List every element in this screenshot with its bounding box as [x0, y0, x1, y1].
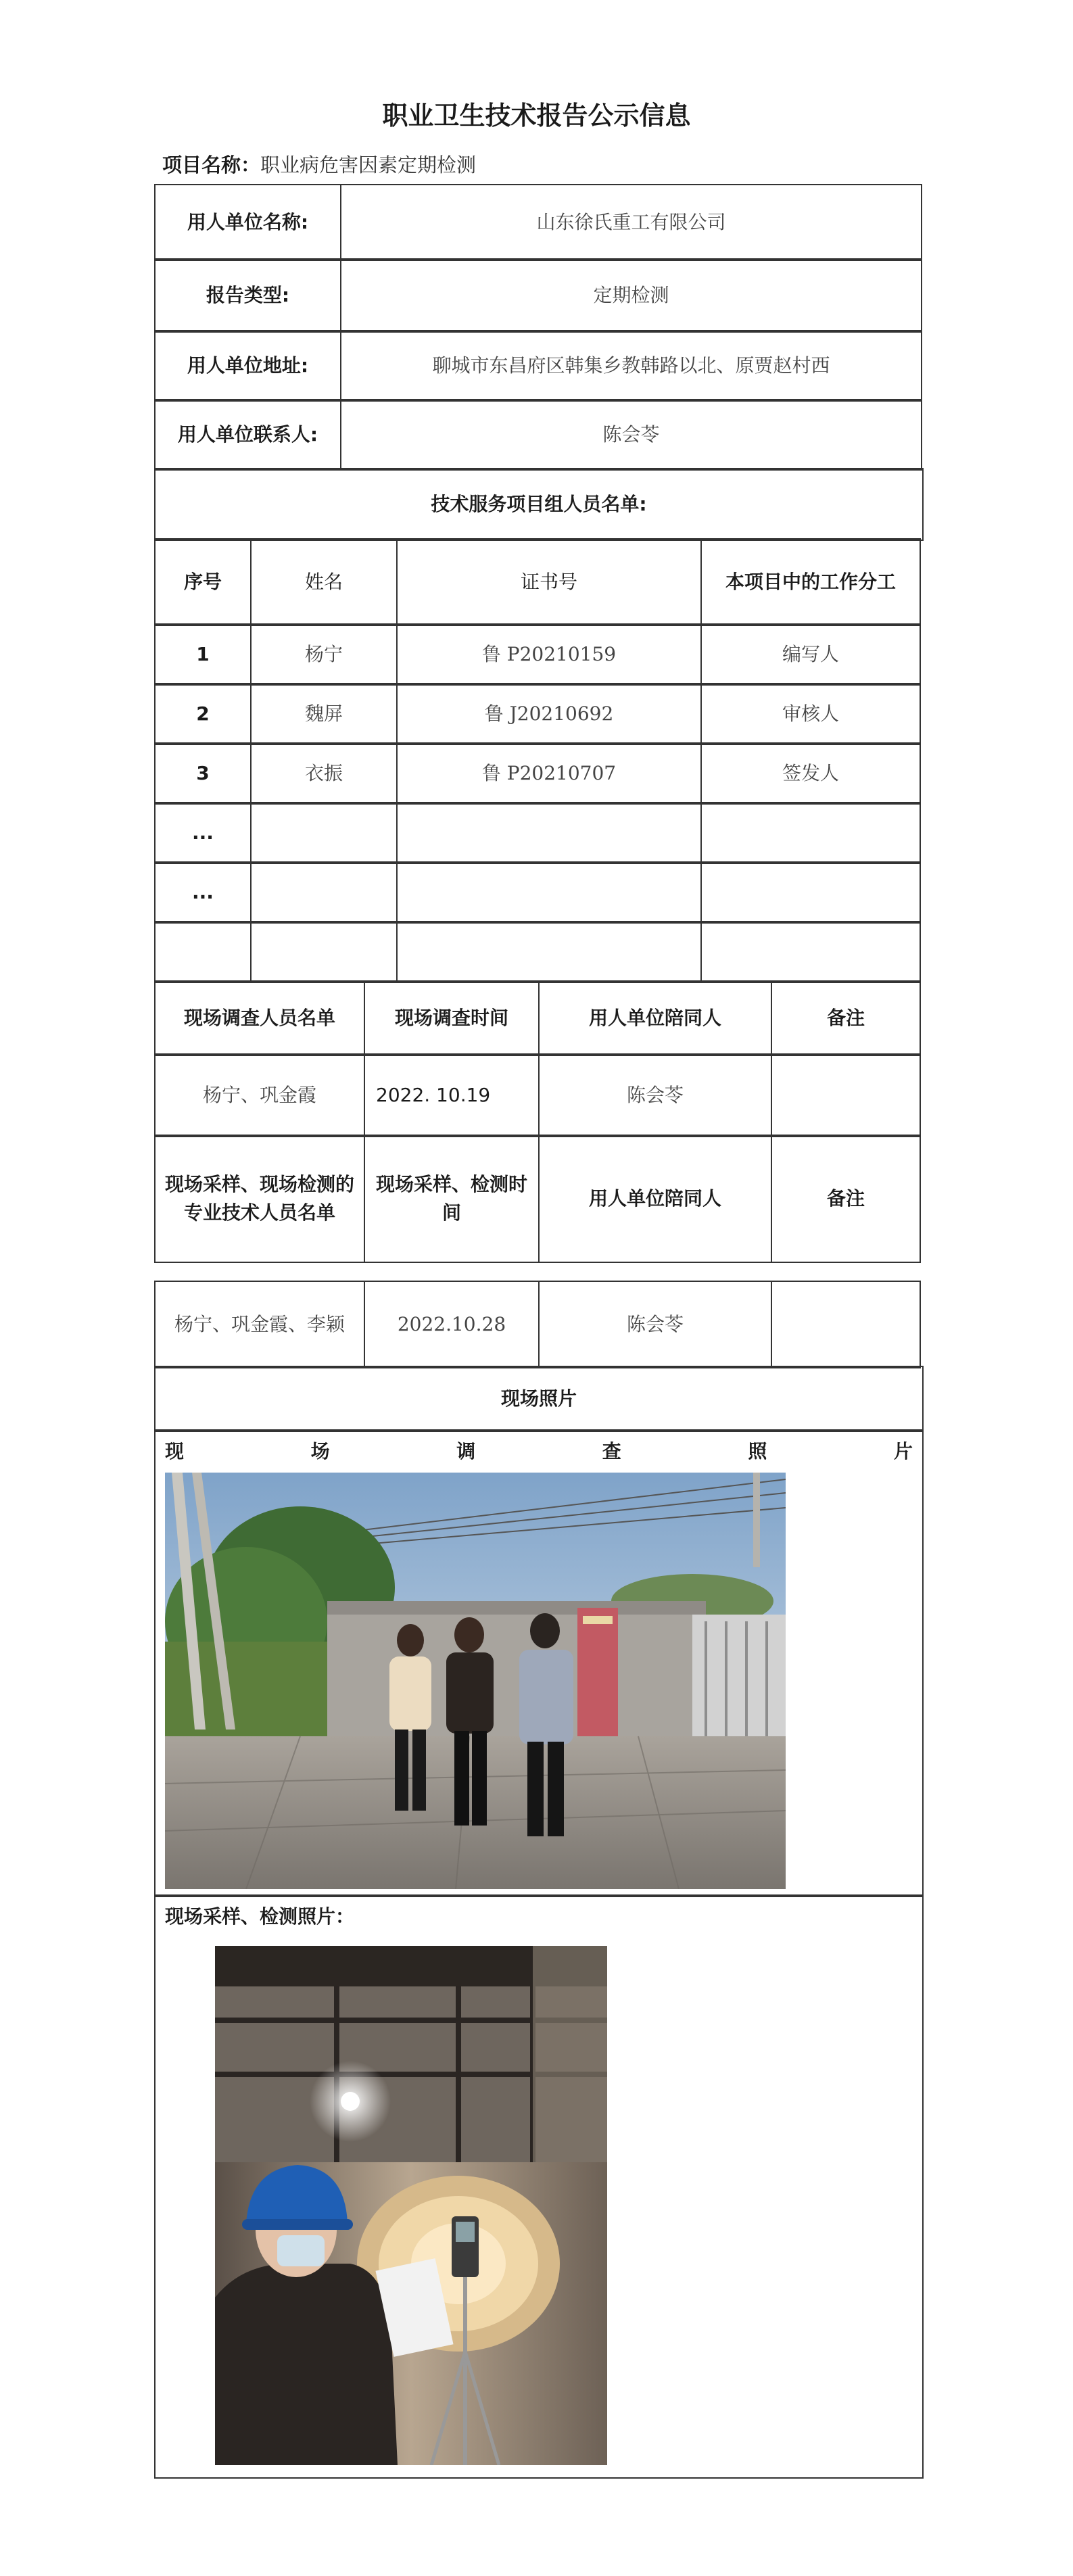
team-cell-index: 3 [154, 742, 252, 805]
team-cell-name: 魏屏 [250, 683, 398, 745]
team-header-row [154, 538, 922, 625]
team-cell-cert [396, 921, 702, 983]
site-survey-photo [165, 1473, 786, 1889]
team-cell-role: 编写人 [700, 623, 921, 686]
sampling-col-escort: 用人单位陪同人 [538, 1135, 772, 1263]
page-title: 职业卫生技术报告公示信息 [382, 101, 691, 130]
team-cell-index: ... [154, 802, 252, 864]
team-cell-name [250, 861, 398, 924]
sampling-photo-cell [154, 1894, 924, 2479]
sampling-photo-section [154, 1894, 922, 2477]
team-cell-index: ... [154, 861, 252, 924]
sampling-time: 2022.10.28 [364, 1281, 540, 1368]
team-cell-cert [396, 802, 702, 864]
info-row-report-type [154, 258, 922, 331]
team-row [154, 802, 922, 863]
team-row [154, 742, 922, 803]
survey-photo-section [154, 1429, 922, 1896]
team-cell-role [700, 861, 921, 924]
unit-name-label: 用人单位名称: [154, 184, 341, 261]
sampling-note [771, 1281, 921, 1368]
team-row [154, 861, 922, 922]
survey-staff: 杨宁、巩金霞 [154, 1053, 365, 1137]
info-row-address [154, 330, 922, 400]
col-index: 序号 [154, 538, 252, 626]
survey-time: 2022. 10.19 [364, 1053, 540, 1137]
team-row [154, 623, 922, 684]
survey-photo-label-char: 查 [602, 1440, 621, 1462]
survey-data-row [154, 1053, 922, 1136]
col-name: 姓名 [250, 538, 398, 626]
photos-heading: 现场照片 [154, 1366, 924, 1432]
survey-note [771, 1053, 921, 1137]
team-row [154, 683, 922, 744]
photos-heading-row [154, 1366, 922, 1431]
survey-col-escort: 用人单位陪同人 [538, 980, 772, 1056]
survey-photo-label-char: 场 [310, 1440, 330, 1462]
sampling-photo-label: 现场采样、检测照片： [165, 1905, 355, 1928]
survey-photo-label-char: 照 [748, 1440, 767, 1462]
team-cell-role: 审核人 [700, 683, 921, 745]
report-type-value: 定期检测 [340, 258, 922, 333]
col-role: 本项目中的工作分工 [700, 538, 921, 626]
team-cell-role [700, 802, 921, 864]
team-cell-name: 杨宁 [250, 623, 398, 686]
survey-photo-label [165, 1437, 913, 1466]
info-row-unit-name [154, 184, 922, 260]
sampling-header-row [154, 1135, 922, 1262]
info-row-contact [154, 399, 922, 469]
survey-header-row [154, 980, 922, 1055]
project-name-line [162, 150, 476, 178]
sampling-escort: 陈会苓 [538, 1281, 772, 1368]
survey-photo-label-char: 片 [893, 1440, 913, 1462]
team-cell-name [250, 802, 398, 864]
team-cell-cert: 鲁 J20210692 [396, 683, 702, 745]
survey-col-time: 现场调查时间 [364, 980, 540, 1056]
sampling-col-time: 现场采样、检测时间 [364, 1135, 540, 1263]
survey-col-note: 备注 [771, 980, 921, 1056]
report-type-label: 报告类型: [154, 258, 341, 333]
team-cell-name [250, 921, 398, 983]
sampling-col-staff: 现场采样、现场检测的专业技术人员名单 [154, 1135, 365, 1263]
team-cell-role: 签发人 [700, 742, 921, 805]
team-cell-cert [396, 861, 702, 924]
project-name-value: 职业病危害因素定期检测 [260, 153, 477, 176]
team-cell-cert: 鲁 P20210707 [396, 742, 702, 805]
project-name-label: 项目名称： [162, 153, 261, 176]
survey-photo-label-char: 调 [456, 1440, 476, 1462]
address-label: 用人单位地址: [154, 330, 341, 402]
team-cell-index: 1 [154, 623, 252, 686]
team-cell-index [154, 921, 252, 983]
survey-photo-cell [154, 1429, 924, 1897]
contact-value: 陈会苓 [340, 399, 922, 471]
team-row [154, 921, 922, 982]
sampling-data-row [154, 1281, 922, 1367]
col-cert: 证书号 [396, 538, 702, 626]
sampling-col-note: 备注 [771, 1135, 921, 1263]
team-cell-cert: 鲁 P20210159 [396, 623, 702, 686]
team-heading: 技术服务项目组人员名单: [154, 468, 924, 541]
unit-name-value: 山东徐氏重工有限公司 [340, 184, 922, 261]
team-cell-index: 2 [154, 683, 252, 745]
team-heading-row [154, 468, 922, 540]
report-table-part-2 [154, 1281, 922, 2477]
survey-photo-label-char: 现 [165, 1440, 185, 1462]
sampling-staff: 杨宁、巩金霞、李颖 [154, 1281, 365, 1368]
contact-label: 用人单位联系人: [154, 399, 341, 471]
survey-escort: 陈会苓 [538, 1053, 772, 1137]
address-value: 聊城市东昌府区韩集乡教韩路以北、原贾赵村西 [340, 330, 922, 402]
team-cell-role [700, 921, 921, 983]
report-table-part-1 [154, 184, 922, 1260]
team-cell-name: 衣振 [250, 742, 398, 805]
sampling-photo [215, 1946, 607, 2465]
survey-col-staff: 现场调查人员名单 [154, 980, 365, 1056]
